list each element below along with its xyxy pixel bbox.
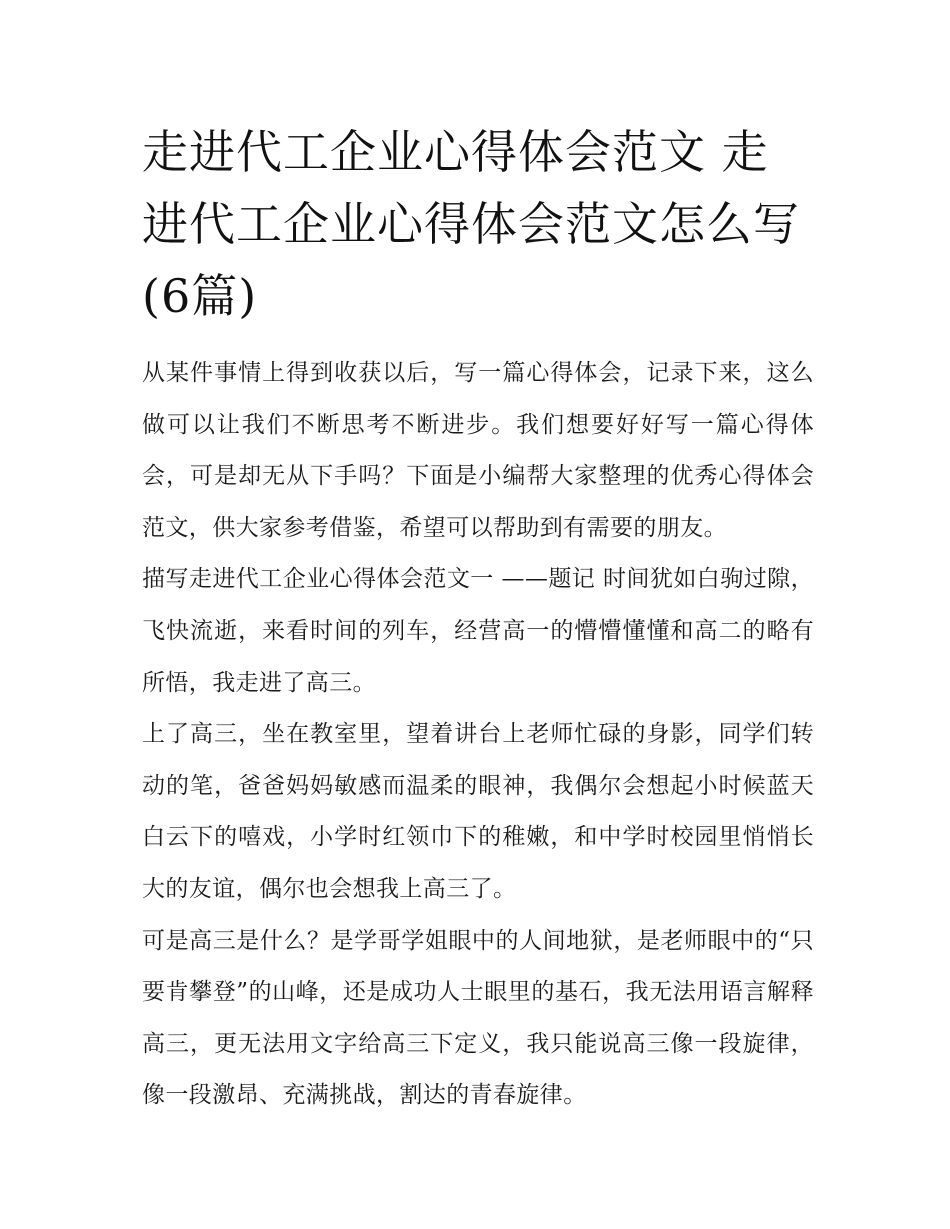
paragraph-essay-one-opening: 描写走进代工企业心得体会范文一 ——题记 时间犹如白驹过隙，飞快流逝，来看时间的列车，经营高一的懵懵懂懂和高二的略有所悟，我走进了高三。 <box>142 566 814 696</box>
paragraph-intro: 从某件事情上得到收获以后，写一篇心得体会，记录下来，这么做可以让我们不断思考不断进步。我们想要好好写一篇心得体会，可是却无从下手吗？下面是小编帮大家整理的优秀心得体会范文，供大家参考借鉴，希望可以帮助到有需要的朋友。 <box>142 360 814 541</box>
document-page <box>142 116 814 1122</box>
document-body <box>142 348 814 1122</box>
paragraph-senior-year-memories: 上了高三，坐在教室里，望着讲台上老师忙碌的身影，同学们转动的笔，爸爸妈妈敏感而温柔的眼神，我偶尔会想起小时候蓝天白云下的嘻戏，小学时红领巾下的稚嫩，和中学时校园里悄悄长大的友谊，偶尔也会想我上高三了。 <box>142 721 814 902</box>
paragraph-what-is-senior-year: 可是高三是什么？是学哥学姐眼中的人间地狱，是老师眼中的“只要肯攀登”的山峰，还是成功人士眼里的基石，我无法用语言解释高三，更无法用文字给高三下定义，我只能说高三像一段旋律，像一段激昂、充满挑战，割达的青春旋律。 <box>142 927 814 1109</box>
document-title: 走进代工企业心得体会范文 走进代工企业心得体会范文怎么写(6篇) <box>142 125 800 323</box>
